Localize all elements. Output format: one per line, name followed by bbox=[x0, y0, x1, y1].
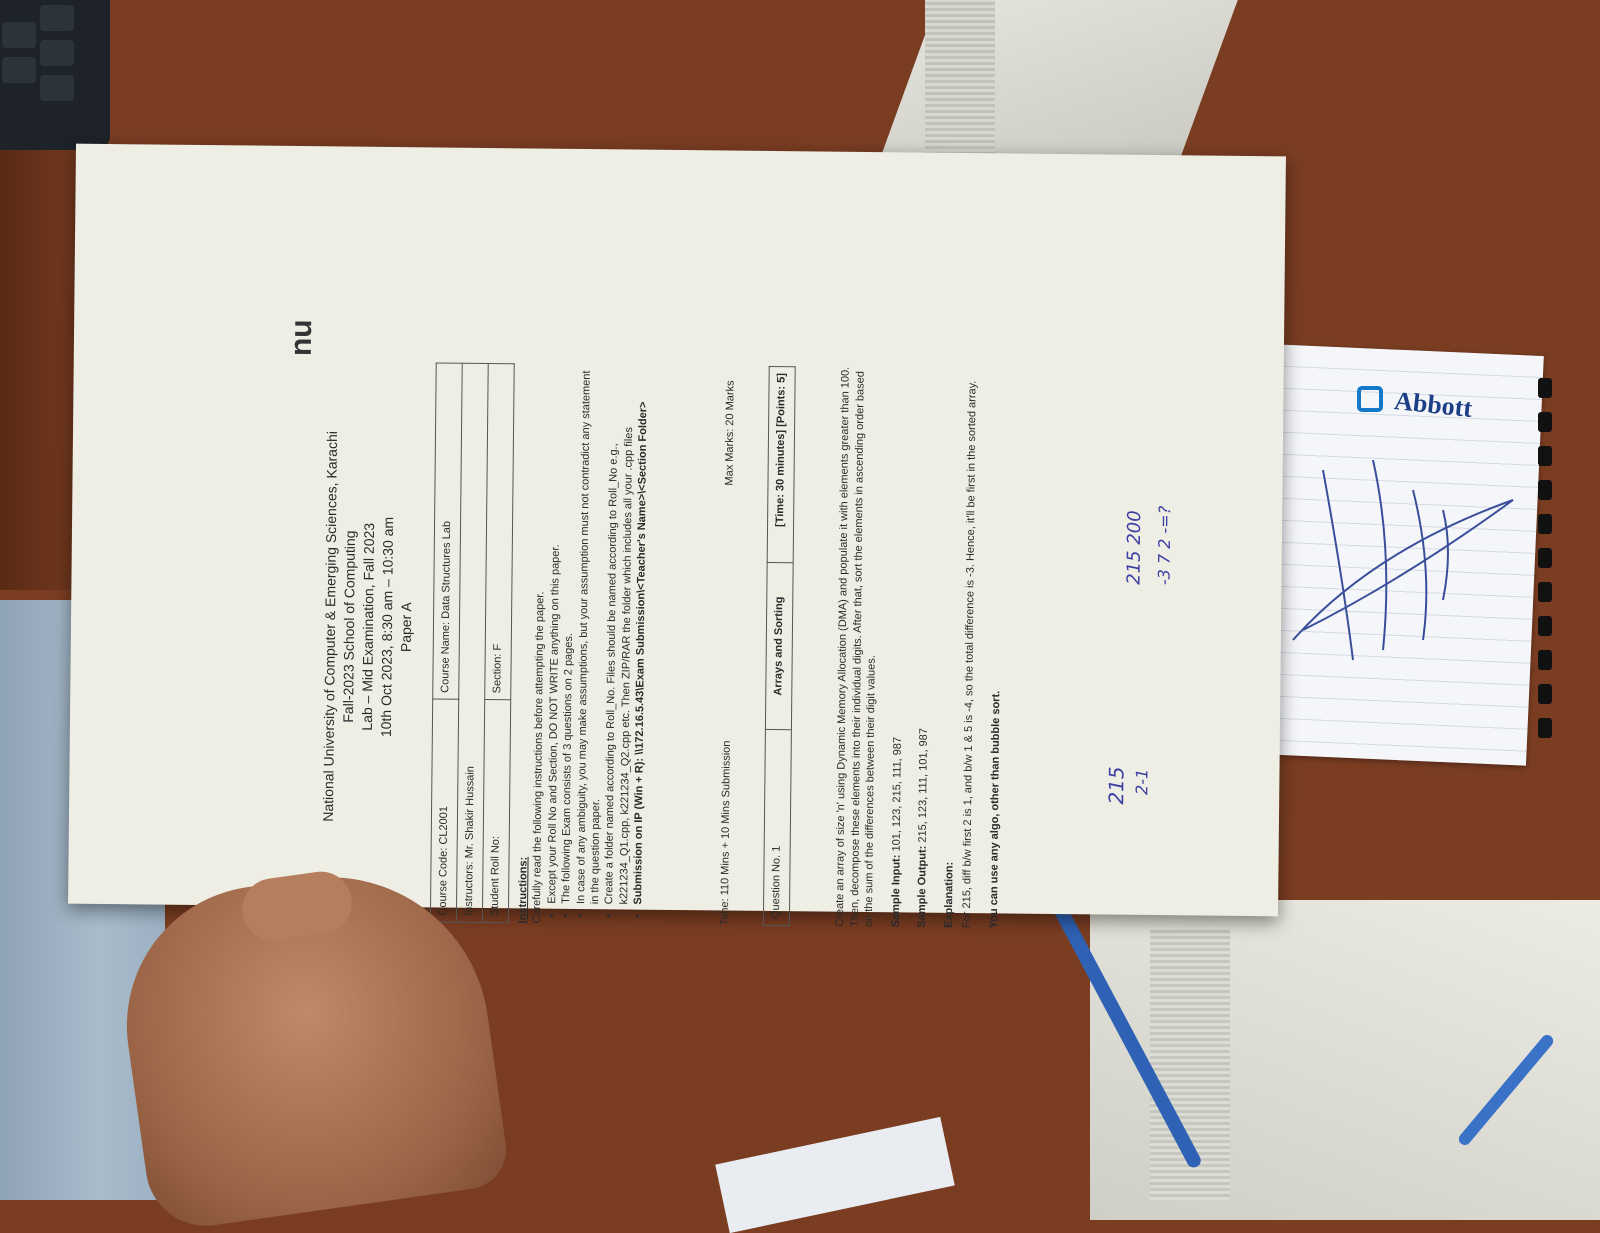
handwritten-note: 215 bbox=[1104, 766, 1129, 805]
course-code: Course Code: CL2001 bbox=[430, 699, 458, 922]
explanation-text: For 215, diff b/w first 2 is 1, and b/w 1 & 5 is -4, so the total difference is -3. Hence, it'll be first in the sorted array. bbox=[960, 380, 979, 929]
exam-date: 10th Oct 2023, 8:30 am – 10:30 am bbox=[377, 516, 397, 738]
scribble-drawing bbox=[1283, 430, 1523, 670]
sample-input bbox=[888, 367, 908, 927]
course-name: Course Name: Data Structures Lab bbox=[433, 363, 463, 699]
nu-logo: nu bbox=[284, 319, 319, 357]
instruction-item: • The following Exam consists of 3 questions on 2 pages. bbox=[559, 364, 579, 904]
sample-output-label: Sample Output: bbox=[915, 845, 929, 928]
abbott-logo-icon bbox=[1357, 386, 1383, 412]
university-name: National University of Computer & Emerging Sciences, Karachi bbox=[319, 430, 341, 822]
sample-input-label: Sample Input: bbox=[889, 854, 903, 928]
keyboard-key bbox=[40, 75, 74, 101]
sample-output bbox=[915, 368, 935, 928]
spiral-binding bbox=[1538, 378, 1560, 768]
max-marks: Max Marks: 20 Marks bbox=[723, 380, 737, 486]
question-text: Create an array of size 'n' using Dynamic Memory Allocation (DMA) and populate it with elements greater than 100. Then, decompose these elements into their individual digits. After that, sort the elements in ascending order based on the sum of the differences between their digit values. bbox=[833, 366, 878, 928]
instructors: Instructors: Mr. Shakir Hussain bbox=[456, 363, 488, 922]
keyboard bbox=[0, 0, 110, 150]
exam-title: Lab – Mid Examination, Fall 2023 bbox=[358, 522, 378, 731]
abbott-brand: Abbott bbox=[1392, 386, 1474, 423]
algorithm-note: You can use any algo, other than bubble sort. bbox=[987, 690, 1002, 929]
explanation-label: Explanation: bbox=[942, 861, 956, 928]
student-roll-field: Student Roll No: bbox=[482, 700, 510, 923]
handwritten-note: 215 200 bbox=[1123, 510, 1146, 585]
sample-input-value: 101, 123, 215, 111, 987 bbox=[890, 736, 904, 852]
time-marks-row bbox=[718, 365, 737, 926]
course-info-table bbox=[430, 362, 515, 923]
keyboard-key bbox=[40, 40, 74, 66]
paper-strip bbox=[715, 1117, 955, 1233]
paper-set: Paper A bbox=[397, 602, 415, 653]
instruction-item: • Create a folder named according to Roll_No. Files should be named according to Roll_No e.g., k221234_Q1.cpp, k221234_Q2.cpp etc. Then ZIP/RAR the folder which includes all your .cpp files bbox=[603, 364, 637, 904]
question-body bbox=[833, 367, 1019, 929]
exam-time: Time: 110 Mins + 10 Mins Submission bbox=[718, 740, 733, 926]
school-name: Fall-2023 School of Computing bbox=[339, 530, 358, 723]
instructions-list bbox=[545, 364, 652, 925]
keyboard-key bbox=[40, 5, 74, 31]
question-time-points: [Time: 30 minutes] [Points: 5] bbox=[767, 366, 795, 562]
sample-output-value: 215, 123, 111, 101, 987 bbox=[916, 727, 930, 843]
instructions-title: Instructions: bbox=[516, 856, 530, 924]
keyboard-key bbox=[2, 57, 36, 83]
instruction-item: • Submission on IP (Win + R): \\172.16.5.43\Exam Submission\<Teacher's Name>\<Section Folder> bbox=[631, 365, 651, 905]
instruction-item: • Except your Roll No and Section, DO NOT WRITE anything on this paper. bbox=[545, 364, 565, 904]
device-vent bbox=[925, 0, 995, 170]
question-header-table bbox=[763, 366, 796, 926]
exam-paper-content bbox=[284, 296, 1305, 956]
instructions-intro: Carefully read the following instructions before attempting the paper. bbox=[531, 591, 547, 924]
exam-paper bbox=[68, 144, 1286, 929]
section: Section: F bbox=[485, 364, 515, 700]
keyboard-key bbox=[2, 22, 36, 48]
instruction-item: • In case of any ambiguity, you may make assumptions, but your assumption must not contradict any statement in the question paper. bbox=[574, 364, 608, 904]
question-number: Question No. 1 bbox=[763, 730, 791, 926]
question-topic: Arrays and Sorting bbox=[765, 562, 793, 730]
handwritten-note: -3 7 2 -=? bbox=[1154, 505, 1175, 586]
exam-header bbox=[318, 346, 419, 907]
handwritten-note: 2-1 bbox=[1132, 768, 1152, 795]
instructions bbox=[516, 363, 652, 924]
